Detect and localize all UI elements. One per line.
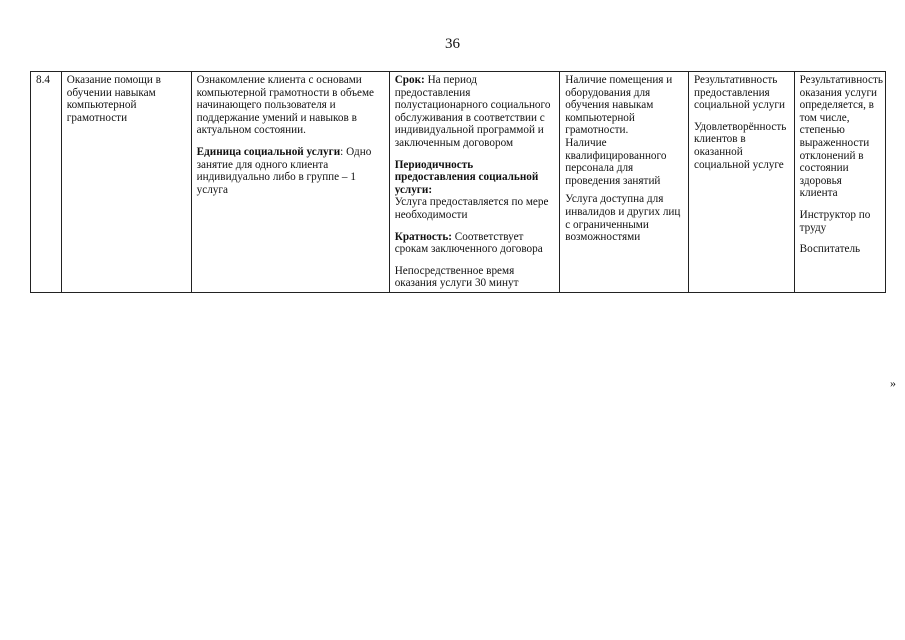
- periodicity-text: Услуга предоставляется по мере необходимости: [394, 196, 549, 221]
- unit-text: Одно занятие для одного клиента индивидуально либо в группе – 1 услуга: [196, 145, 372, 196]
- services-table: [30, 71, 886, 293]
- conditions-accessibility: Услуга доступна для инвалидов и других лиц с ограниченными возможностями: [565, 193, 681, 244]
- row-number-cell: [31, 72, 62, 293]
- evaluation-text: Результативность оказания услуги определяется, в том числе, степенью выраженности отклонений в состоянии здоровья клиента: [799, 74, 884, 200]
- service-description-cell: [191, 72, 389, 293]
- evaluation-instructor: Инструктор по труду: [799, 208, 871, 234]
- term-text: На период предоставления полустационарного социального обслуживания в соответствии с индивидуальной программой и заключенным договором: [394, 74, 551, 149]
- unit-label: Единица социальной услуги: [196, 145, 341, 158]
- service-unit: Единица социальной услуги: Одно занятие для одного клиента индивидуально либо в группе – 1 услуга: [196, 145, 372, 196]
- table-row: [31, 72, 886, 293]
- service-evaluation-cell: [794, 72, 885, 293]
- periodicity-label: Периодичность предоставления социальной услуги:: [394, 158, 539, 196]
- periodicity-paragraph: [395, 159, 555, 222]
- multiplicity-text: Соответствует срокам заключенного договора: [394, 230, 543, 256]
- row-number: 8.4: [36, 74, 50, 86]
- service-conditions-cell: [560, 72, 689, 293]
- conditions-premises: Наличие помещения и оборудования для обучения навыкам компьютерной грамотности.: [565, 74, 673, 137]
- indicator-satisfaction: Удовлетворённость клиентов в оказанной социальной услуге: [693, 120, 787, 171]
- indicator-effectiveness: Результативность предоставления социальной услуги: [693, 74, 785, 112]
- multiplicity-paragraph: [395, 231, 555, 256]
- service-terms-cell: [389, 72, 560, 293]
- evaluation-educator: Воспитатель: [799, 243, 861, 256]
- conditions-staff: Наличие квалифицированного персонала для проведения занятий: [565, 136, 667, 187]
- service-name: Оказание помощи в обучении навыкам компьютерной грамотности: [66, 74, 161, 124]
- term-label: Срок:: [394, 74, 425, 86]
- service-description: Ознакомление клиента с основами компьютерной грамотности в объеме начинающего пользователя и поддержание умений и навыков в актуальном состоянии.: [196, 74, 375, 137]
- term-paragraph: [395, 74, 555, 150]
- multiplicity-label: Кратность:: [394, 230, 452, 243]
- service-indicators-cell: [688, 72, 794, 293]
- direct-time: Непосредственное время оказания услуги 30 минут: [394, 264, 519, 290]
- service-name-cell: [61, 72, 191, 293]
- page-number: 36: [445, 36, 460, 52]
- closing-quote: »: [890, 376, 896, 390]
